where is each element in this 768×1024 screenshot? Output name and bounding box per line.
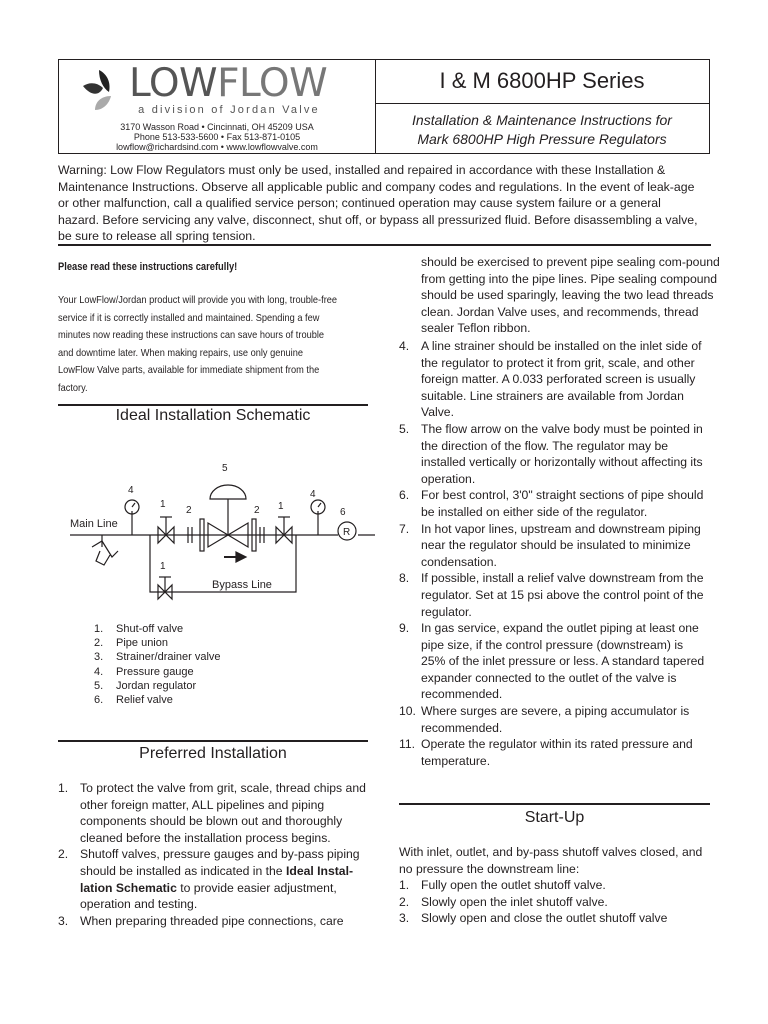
item-text: In gas service, expand the outlet piping at least one pipe size, if the control pressure (downstream) is 25% of the inlet pressure or less. A standard tapered expander connected to the outlet of the valve is recommended. bbox=[421, 621, 705, 702]
legend-text: Shut-off valve bbox=[116, 623, 184, 635]
preferred-heading-rule bbox=[58, 740, 368, 742]
preferred-list-left bbox=[58, 780, 368, 929]
logo-wordmark bbox=[129, 62, 327, 106]
logo-tagline: a division of Jordan Valve bbox=[138, 104, 320, 116]
list-item bbox=[399, 910, 719, 927]
item-number: 11. bbox=[399, 737, 416, 752]
legend-item bbox=[94, 679, 221, 693]
callout-2-outlet: 2 bbox=[254, 505, 260, 516]
doc-subtitle bbox=[375, 111, 709, 149]
legend-text: Pipe union bbox=[116, 637, 168, 650]
intro-text: Your LowFlow/Jordan product will provide you with long, trouble-free service if it is correctly installed and maintained. Spending a few minutes now reading these instructions can save hours of trouble and downtime later. When making repairs, use only genuine LowFlow Valve parts, available for immediate shipment from the factory. bbox=[58, 294, 338, 394]
item-number: 2. bbox=[399, 894, 410, 909]
flow-arrowhead bbox=[236, 552, 246, 562]
list-item bbox=[399, 703, 705, 736]
legend-item bbox=[94, 622, 221, 636]
callout-5: 5 bbox=[222, 463, 228, 474]
list-item bbox=[399, 421, 705, 487]
item-number: 4. bbox=[399, 339, 410, 353]
list-item bbox=[399, 487, 705, 520]
schematic-legend bbox=[94, 622, 221, 707]
item-3-continued: should be exercised to prevent pipe sealing com-pound from getting into the pipe lines. Pipe sealing compound should be used sparingly, leaving the two lead threads clean. Jordan Valve uses, and recommends, thread sealer Teflon ribbon. bbox=[421, 255, 720, 336]
strainer-symbol bbox=[92, 541, 118, 565]
callout-4-outlet: 4 bbox=[310, 489, 316, 500]
item-text: The flow arrow on the valve body must be pointed in the direction of the flow. The regulator may be installed vertically or horizontally without affecting its operation. bbox=[421, 421, 703, 486]
startup-section bbox=[399, 844, 719, 927]
item-number: 3. bbox=[399, 911, 410, 926]
item-number: 3. bbox=[58, 913, 69, 928]
list-item bbox=[58, 913, 368, 930]
list-item bbox=[58, 846, 368, 912]
item-text: For best control, 3'0" straight sections of pipe should be installed on either side of the regulator. bbox=[421, 488, 704, 519]
item-text: Slowly open the inlet shutoff valve. bbox=[421, 894, 608, 909]
preferred-heading: Preferred Installation bbox=[139, 745, 287, 762]
list-item bbox=[399, 736, 705, 769]
legend-text: Strainer/drainer valve bbox=[116, 651, 221, 664]
callout-1-inlet: 1 bbox=[160, 499, 166, 510]
item-text: To protect the valve from grit, scale, thread chips and other foreign matter, ALL pipelines and piping components should be blown out and thoroughly cleaned before the installation process begins. bbox=[80, 781, 366, 845]
legend-num: 6. bbox=[94, 694, 104, 707]
please-read: Please read these instructions carefully! bbox=[58, 261, 238, 273]
list-item bbox=[58, 780, 368, 846]
subtitle-line-2: Mark 6800HP High Pressure Regulators bbox=[417, 131, 667, 147]
item-number: 1. bbox=[399, 878, 410, 893]
startup-heading: Start-Up bbox=[524, 809, 585, 826]
callout-1-outlet: 1 bbox=[278, 501, 284, 512]
header-title-rule bbox=[375, 103, 709, 104]
item-text: Fully open the outlet shutoff valve. bbox=[421, 878, 606, 893]
callout-1-bypass: 1 bbox=[160, 561, 166, 572]
item-text: Slowly open and close the outlet shutoff valve bbox=[421, 911, 668, 926]
item-text: Shutoff valves, pressure gauges and by-pass piping should be installed as indicated in the bbox=[80, 847, 360, 878]
item-number: 8. bbox=[399, 571, 410, 586]
legend-num: 2. bbox=[94, 637, 104, 650]
list-item bbox=[399, 877, 719, 894]
list-item bbox=[399, 620, 705, 703]
item-number: 1. bbox=[58, 781, 69, 795]
legend-text: Relief valve bbox=[116, 694, 173, 707]
legend-text: Pressure gauge bbox=[116, 665, 194, 678]
list-item bbox=[399, 570, 705, 620]
item-number: 10. bbox=[399, 704, 416, 719]
doc-title: I & M 6800HP Series bbox=[439, 68, 645, 93]
list-item bbox=[399, 521, 705, 571]
legend-item bbox=[94, 665, 221, 679]
item-text-after: to provide easier adjustment, operation and testing. bbox=[80, 880, 337, 912]
address-line: 3170 Wasson Road • Cincinnati, OH 45209 USA bbox=[120, 122, 314, 132]
schematic-heading: Ideal Installation Schematic bbox=[115, 407, 311, 424]
logo-flow: FLOW bbox=[217, 61, 328, 106]
item-text: Where surges are severe, a piping accumulator is recommended. bbox=[421, 704, 690, 735]
callout-6: 6 bbox=[340, 507, 346, 518]
item-number: 7. bbox=[399, 521, 410, 536]
list-item bbox=[399, 338, 705, 421]
installation-schematic bbox=[70, 455, 380, 605]
bypass-line-label: Bypass Line bbox=[212, 579, 272, 591]
callout-4-inlet: 4 bbox=[128, 485, 134, 496]
legend-item bbox=[94, 650, 221, 664]
regulator-diaphragm bbox=[210, 485, 246, 499]
item-number: 9. bbox=[399, 621, 410, 636]
header-box bbox=[58, 59, 710, 154]
legend-num: 1. bbox=[94, 623, 104, 635]
warning-text: Warning: Low Flow Regulators must only be used, installed and repaired in accordance with these Installation & Maintenance Instructions. Observe all applicable public and company codes and regulations. In the event of leak-age or other malfunction, call a qualified service person; continued operation may cause system failure or a general hazard. Before servicing any valve, disconnect, shut off, or bypass all pressurized fluid. Before disassembling a valve, be sure to release all spring tension. bbox=[58, 163, 698, 243]
item-number: 5. bbox=[399, 421, 410, 436]
warning-rule bbox=[58, 244, 711, 246]
legend-num: 4. bbox=[94, 665, 104, 678]
item-text: In hot vapor lines, upstream and downstream piping near the regulator should be insulated to minimize condensation. bbox=[421, 521, 701, 569]
leaf-logo-icon bbox=[81, 66, 127, 112]
preferred-list-right bbox=[399, 338, 705, 769]
relief-valve-letter: R bbox=[343, 527, 351, 538]
phone-line: Phone 513-533-5600 • Fax 513-871-0105 bbox=[133, 132, 301, 142]
item-number: 6. bbox=[399, 488, 410, 503]
item-text: Operate the regulator within its rated pressure and temperature. bbox=[421, 737, 693, 768]
subtitle-line-1: Installation & Maintenance Instructions for bbox=[412, 112, 672, 128]
item-text: If possible, install a relief valve downstream from the regulator. Set at 15 psi above the control point of the regulator. bbox=[421, 571, 704, 619]
legend-item bbox=[94, 693, 221, 707]
legend-num: 5. bbox=[94, 679, 104, 692]
main-line-label: Main Line bbox=[70, 518, 118, 530]
item-text: When preparing threaded pipe connections, care bbox=[80, 913, 344, 928]
legend-num: 3. bbox=[94, 651, 104, 664]
item-bold-ref: Ideal Instal-lation Schematic bbox=[80, 863, 354, 895]
item-number: 2. bbox=[58, 847, 69, 862]
startup-heading-rule bbox=[399, 803, 710, 805]
item-text: A line strainer should be installed on the inlet side of the regulator to protect it from grit, scale, and other foreign matter. A 0.033 perforated screen is usually suitable. Line strainers are available from Jordan Valve. bbox=[421, 339, 702, 420]
startup-intro: With inlet, outlet, and by-pass shutoff valves closed, and no pressure the downstream line: bbox=[399, 845, 703, 876]
legend-text: Jordan regulator bbox=[116, 679, 197, 692]
startup-list bbox=[399, 877, 719, 927]
callout-2-inlet: 2 bbox=[186, 505, 192, 516]
logo-low: LOW bbox=[129, 61, 218, 106]
legend-item bbox=[94, 636, 221, 650]
list-item bbox=[399, 894, 719, 911]
contact-line: lowflow@richardsind.com • www.lowflowvalve.com bbox=[116, 142, 318, 152]
